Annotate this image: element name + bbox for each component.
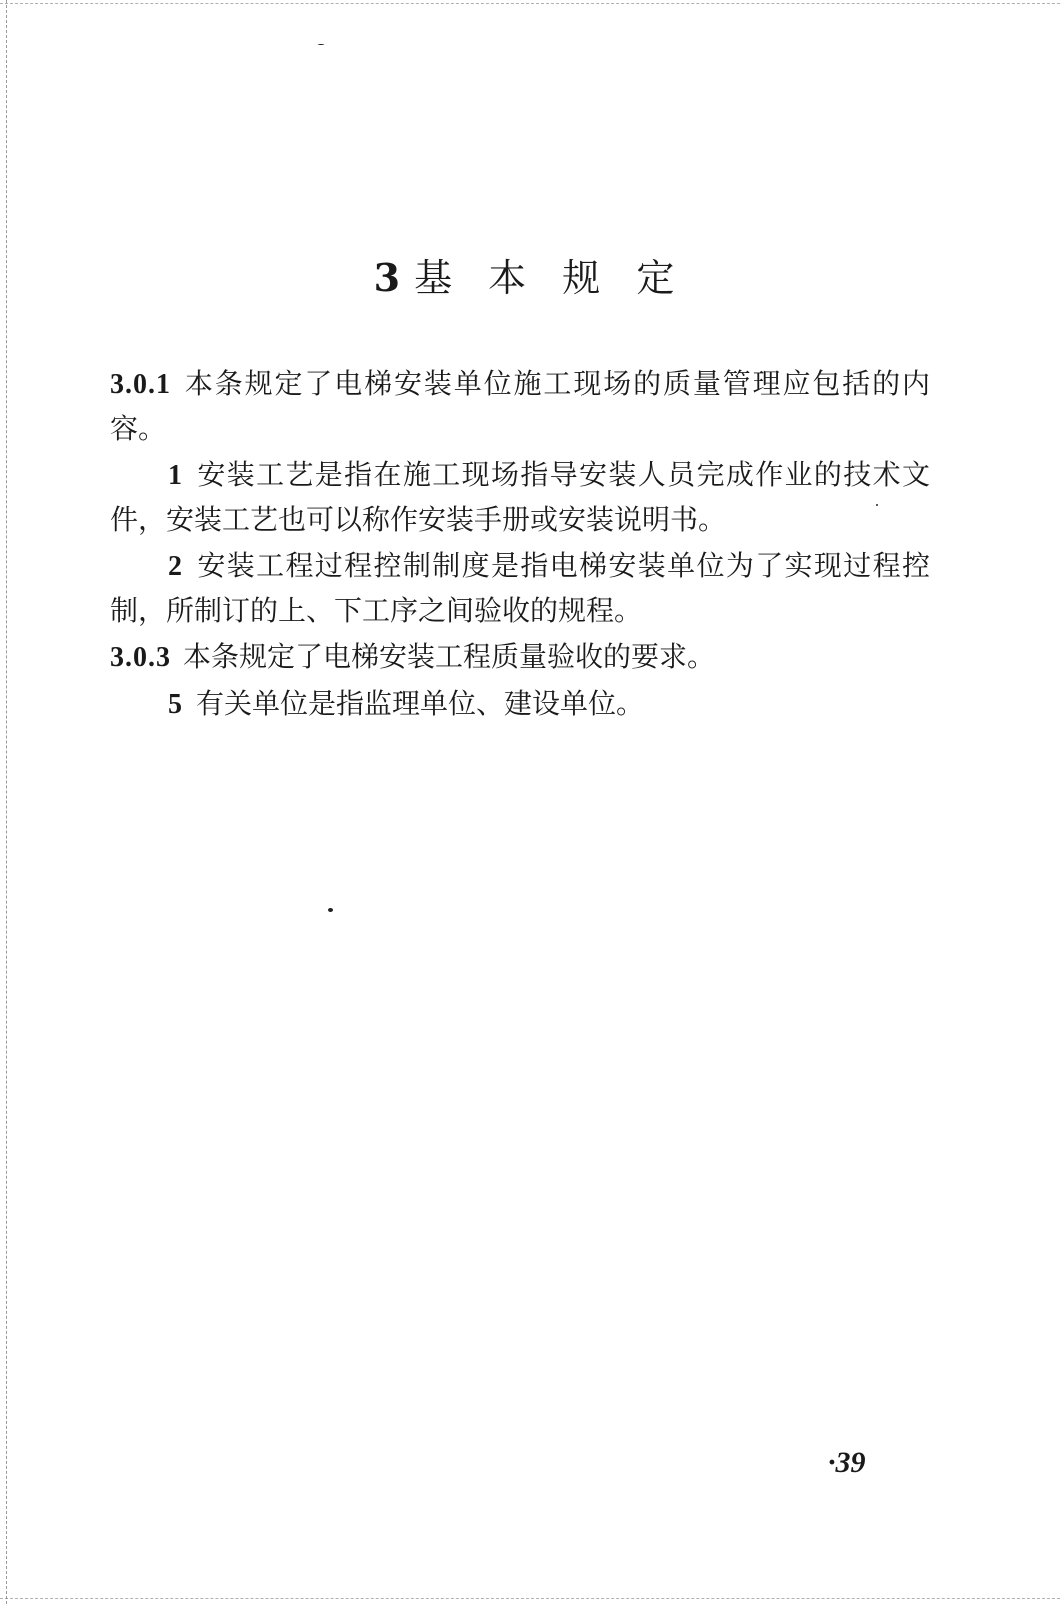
paragraph-text: 本条规定了电梯安装单位施工现场的质量管理应包括的内容。 bbox=[110, 367, 930, 445]
paragraph-text: 本条规定了电梯安装工程质量验收的要求。 bbox=[183, 640, 716, 673]
clause-paragraph bbox=[110, 362, 930, 451]
item-paragraph bbox=[110, 453, 930, 542]
page-number: ·39 bbox=[828, 1446, 866, 1479]
paragraph-text: 安装工程过程控制制度是指电梯安装单位为了实现过程控制，所制订的上、下工序之间验收的规程。 bbox=[110, 549, 930, 627]
scan-edge-bottom bbox=[0, 1598, 1060, 1599]
chapter-number: 3 bbox=[373, 255, 401, 300]
item-number: 1 bbox=[168, 460, 182, 491]
item-number: 2 bbox=[168, 551, 182, 582]
clause-paragraph bbox=[110, 635, 930, 680]
paragraph-text: 有关单位是指监理单位、建设单位。 bbox=[196, 687, 645, 720]
chapter-title-text: 基 本 规 定 bbox=[414, 256, 687, 300]
item-paragraph bbox=[110, 544, 930, 633]
body-content bbox=[110, 362, 930, 729]
chapter-title bbox=[0, 252, 1060, 304]
scan-edge-top bbox=[0, 3, 1060, 4]
item-number: 5 bbox=[168, 689, 182, 720]
paragraph-text: 安装工艺是指在施工现场指导安装人员完成作业的技术文件，安装工艺也可以称作安装手册或安装说明书。 bbox=[110, 458, 930, 536]
clause-number: 3.0.1 bbox=[110, 369, 171, 400]
scan-speck bbox=[318, 44, 324, 45]
scan-speck bbox=[328, 908, 333, 912]
clause-number: 3.0.3 bbox=[110, 642, 171, 673]
scan-edge-left bbox=[6, 0, 9, 1604]
item-paragraph bbox=[110, 682, 930, 727]
